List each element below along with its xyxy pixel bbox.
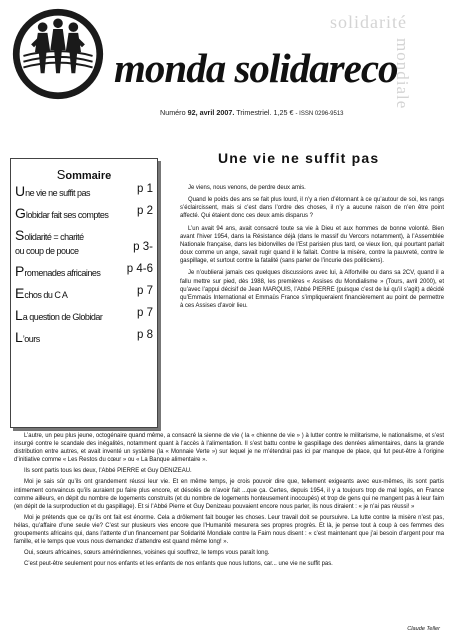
column-paragraph: Je viens, nous venons, de perdre deux amis. (188, 185, 306, 191)
toc-item[interactable]: Une vie ne suffit pas p 1 (15, 183, 153, 199)
toc-item[interactable]: Globidar fait ses comptes p 2 (15, 205, 153, 221)
column-paragraph: Quand le poids des ans se fait plus lourd, il n’y a rien d’étonnant à ce qu’autour de soi, les rangs s’éclaircissent, mais si c’est dans l’ordre des choses, il n’y a aucune raison de n’en être point affecté. Qui étaient donc ces deux amis disparus ? (180, 197, 444, 220)
toc-item[interactable]: Promenades africaines p 4-6 (15, 263, 153, 279)
article-headline: Une vie ne suffit pas (218, 150, 380, 166)
masthead-ghost-solidarite: solidarité (330, 12, 407, 32)
article-body (14, 432, 444, 571)
body-paragraph: Moi je sais sûr qu’ils ont grandement réussi leur vie. Et en même temps, je crois pouvoir dire que, tellement exigeants avec eux-mêmes, ils sont partis intimement convaincus qu’ils auraient pu faire plus encore, et désolés de n’avoir fait ...que ça. Certes, depuis 1954, il y a toujours trop de mal logés, en France comme ailleurs, en dépit du nombre de logements construits (et du nombre de logements honteusement inoccupés) et trop de gens qui ne mangent pas à leur faim (en dépit de la surproduction et du gaspillage). Et si l’Abbé Pierre et Guy Denizeau pouvaient encore nous parler, ils nous diraient : « je n’ai pas réussi! » (14, 479, 444, 510)
toc-item[interactable]: L’ours p 8 (15, 329, 153, 345)
issue-line: Numéro 92, avril 2007. Trimestriel. 1,25 € - ISSN 0296-9513 (160, 108, 344, 117)
table-of-contents (10, 158, 158, 428)
toc-item[interactable]: Echos du C A p 7 (15, 285, 153, 301)
author-signature: Claude Teller (407, 626, 440, 632)
masthead-ghost-mondiale: mondiale (393, 38, 412, 110)
toc-item[interactable]: La question de Globidar p 7 (15, 307, 153, 323)
column-paragraph: Je n’oublierai jamais ces quelques discussions avec lui, à Alfortville ou dans sa 2CV, quand il a fallu mettre sur pied, dès 1988, les premières « Assises du Mondialisme » (Tours, avril 2000), et qu’avec l’appui décisif de Jean MARQUIS, l’Abbé PIERRE (puisque c’est de lui qu’il s’agit) a décidé qu’Emmaüs International et Emmaüs France s’impliqueraient financièrement au point de permettre à ces Assises d’avoir lieu. (180, 270, 444, 309)
toc-item[interactable]: ou coup de pouce p 3- (15, 241, 153, 256)
body-paragraph: Oui, sœurs africaines, sœurs amérindiennes, voisines qui souffrez, le temps vous paraît long. (24, 550, 270, 557)
toc-title: Sommaire (56, 167, 112, 182)
issn: - ISSN 0296-9513 (295, 111, 344, 117)
article-column (180, 184, 444, 314)
logo-emblem (10, 6, 106, 102)
toc-item[interactable]: Solidarité = charité (15, 227, 84, 243)
body-paragraph: C’est peut-être seulement pour nos enfants et les enfants de nos enfants que nous luttons, car... une vie ne suffit pas. (24, 561, 333, 568)
body-paragraph: L’autre, un peu plus jeune, octogénaire quand même, a consacré la sienne de vie ( la « chienne de vie » ) à lutter contre le militarisme, le nationalisme, et s’est insurgé contre le scandale des inégalités, notamment quant à l’accès à l’alimentation. Il s’est battu contre le gaspillage des denrées alimentaires, dans la grande distribution entre autres, et avait inventé un système (la « Monnaie Verte ») sur lequel je ne m’étendrai pas ici par manque de place, qui fut peut-être à l’origine d’initiative comme « Les Restos du cœur » ou « La Banque alimentaire ». (14, 433, 444, 464)
body-paragraph: Ils sont partis tous les deux, l’Abbé PIERRE et Guy DENIZEAU. (24, 468, 192, 475)
body-paragraph: Moi je prétends que ce qu’ils ont fait est énorme. Cela a drôlement fait bouger les choses. Leur travail doit se poursuivre. La lutte contre la misère n’est pas, hélas, qu’affaire d’une seule vie? C’est sur plusieurs vies encore que l’Humanité mesurera ses propres progrès. Et là, je pense tout à coup à ces femmes des groupements africains qui, dans l’attente d’un financement par Solidarité Mondiale contre la Faim nous disent : « c’est maintenant que j’ai besoin d’argent pour ma famille, et le temps que vous nous demandez d’attendre est quand même long! ». (14, 514, 444, 546)
issue-number: 92, avril 2007. (187, 108, 235, 117)
column-paragraph: L’un avait 94 ans, avait consacré toute sa vie à Dieu et aux hommes de bonne volonté. Bien avant l’hiver 1954, dans la Résistance déjà (dans le massif du Vercors notamment), à l’Assemblée Nationale française, dans les bidonvilles de l’Est parisien plus tard, ce vieux lion, qui pourtant parlait doux comme un ange, savait rugir quand il le fallait. Contre la misère, contre la pauvreté, contre le gaspillage, et surtout contre la fatalité (sans parler de l’incurie des politiciens). (180, 225, 444, 265)
masthead-title: monda solidareco (114, 45, 398, 91)
